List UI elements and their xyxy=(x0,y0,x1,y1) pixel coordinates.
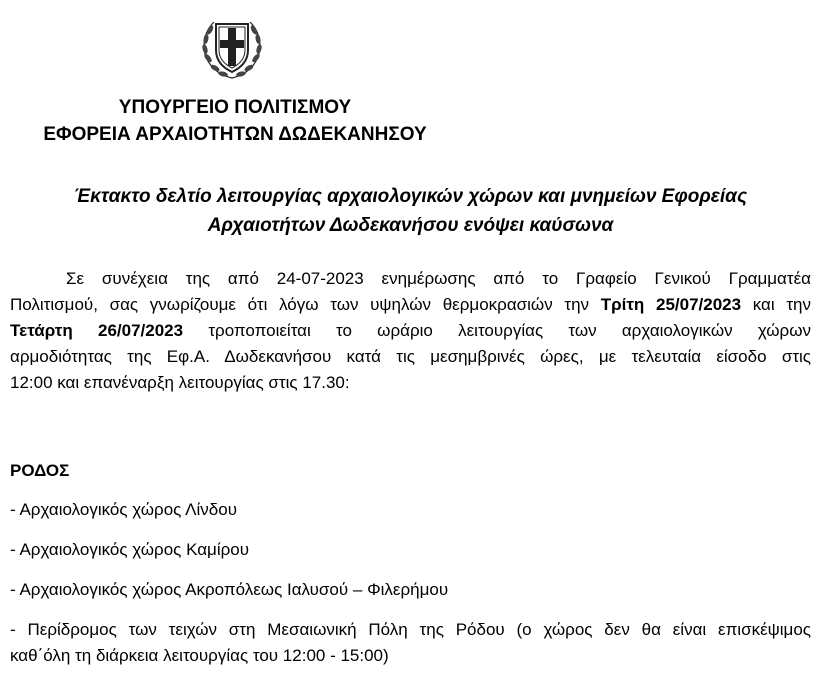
list-item-continuation: καθ΄όλη τη διάρκεια λειτουργίας του 12:00 - 15:00) xyxy=(10,646,389,665)
announcement-paragraph xyxy=(10,266,811,396)
ministry-name: ΥΠΟΥΡΓΕΙΟ ΠΟΛΙΤΙΣΜΟΥ xyxy=(118,97,352,118)
document-title-line-1: Έκτακτο δελτίο λειτουργίας αρχαιολογικών χώρων και μνημείων Εφορείας xyxy=(73,186,748,207)
paragraph-line: αρμοδιότητας της Εφ.Α. Δωδεκανήσου κατά τις μεσημβρινές ώρες, με τελευταία είσοδο στις xyxy=(10,347,811,366)
list-item: - Περίδρομος των τειχών στη Μεσαιωνική Πόλη της Ρόδου (ο χώρος δεν θα είναι επισκέψιμος xyxy=(10,620,811,639)
ephorate-name: ΕΦΟΡΕΙΑ ΑΡΧΑΙΟΤΗΤΩΝ ΔΩΔΕΚΑΝΗΣΟΥ xyxy=(43,124,427,145)
document-title-line-2: Αρχαιοτήτων Δωδεκανήσου ενόψει καύσωνα xyxy=(207,215,614,236)
section-title-rhodes: ΡΟΔΟΣ xyxy=(10,461,70,480)
paragraph-line: Σε συνέχεια της από 24-07-2023 ενημέρωσης από το Γραφείο Γενικού Γραμματέα xyxy=(66,269,811,288)
date-wednesday: Τετάρτη 26/07/2023 xyxy=(10,321,184,340)
paragraph-line: 12:00 και επανέναρξη λειτουργίας στις 17.30: xyxy=(10,373,350,392)
paragraph-text: τροποποιείται το ωράριο λειτουργίας των αρχαιολογικών χώρων xyxy=(183,321,812,340)
paragraph-text: Πολιτισμού, σας γνωρίζουμε ότι λόγω των υψηλών θερμοκρασιών την xyxy=(10,295,601,314)
list-item: - Αρχαιολογικός χώρος Ακροπόλεως Ιαλυσού – Φιλερήμου xyxy=(10,580,449,599)
paragraph-line xyxy=(10,318,811,343)
paragraph-line xyxy=(10,292,811,317)
date-tuesday: Τρίτη 25/07/2023 xyxy=(600,295,742,314)
greek-state-emblem-icon xyxy=(196,12,268,84)
list-item: - Αρχαιολογικός χώρος Λίνδου xyxy=(10,500,237,519)
list-item: - Αρχαιολογικός χώρος Καμίρου xyxy=(10,540,250,559)
paragraph-text: και την xyxy=(741,295,811,314)
